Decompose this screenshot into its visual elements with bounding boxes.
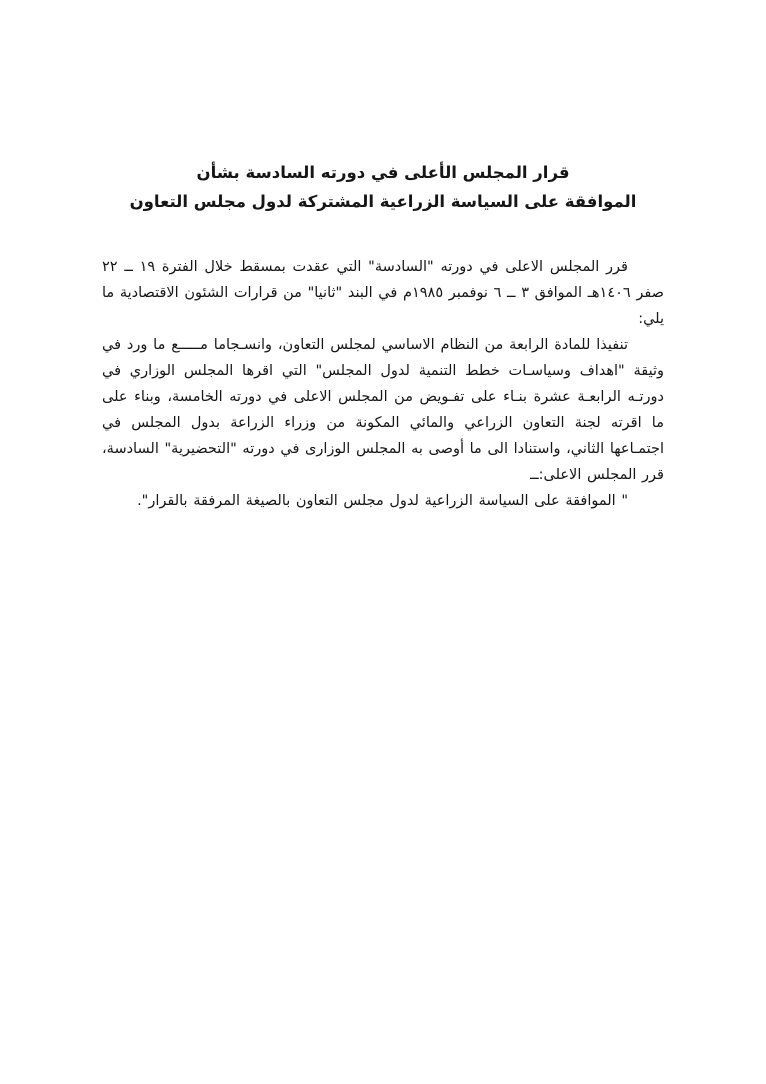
title-line-1: قرار المجلس الأعلى في دورته السادسة بشأن <box>196 163 570 182</box>
document-content <box>102 158 664 514</box>
paragraph-preamble: تنفيذا للمادة الرابعة من النظام الاساسي لمجلس التعاون، وانسـجاما مـــــع ما ورد في وثيقة "اهداف وسياسـات خطط التنمية لدول المجلس" التي اقرها المجلس الوزاري في دورتـه الرابعـة عشرة بنـاء على تفـويض من المجلس الاعلى في دورته الخامسة، وبناء على ما اقرته لجنة التعاون الزراعي والمائي المكونة من وزراء الزراعة بدول المجلس في اجتمـاعها الثاني، واستنادا الى ما أوصى به المجلس الوزارى في دورته "التحضيرية" السادسة، قرر المجلس الاعلى:ــ <box>102 337 664 483</box>
title-line-2: الموافقة على السياسة الزراعية المشتركة لدول مجلس التعاون <box>129 192 637 211</box>
document-title <box>102 158 664 216</box>
document-body <box>102 254 664 514</box>
paragraph-resolution: " الموافقة على السياسة الزراعية لدول مجلس التعاون بالصيغة المرفقة بالقرار". <box>137 493 628 509</box>
paragraph-intro: قرر المجلس الاعلى في دورته "السادسة" التي عقدت بمسقط خلال الفترة ١٩ ــ ٢٢ صفر ١٤٠٦هـ الموافق ٣ ــ ٦ نوفمبر ١٩٨٥م في البند "ثانيا" من قرارات الشئون الاقتصادية ما يلي: <box>102 259 664 327</box>
